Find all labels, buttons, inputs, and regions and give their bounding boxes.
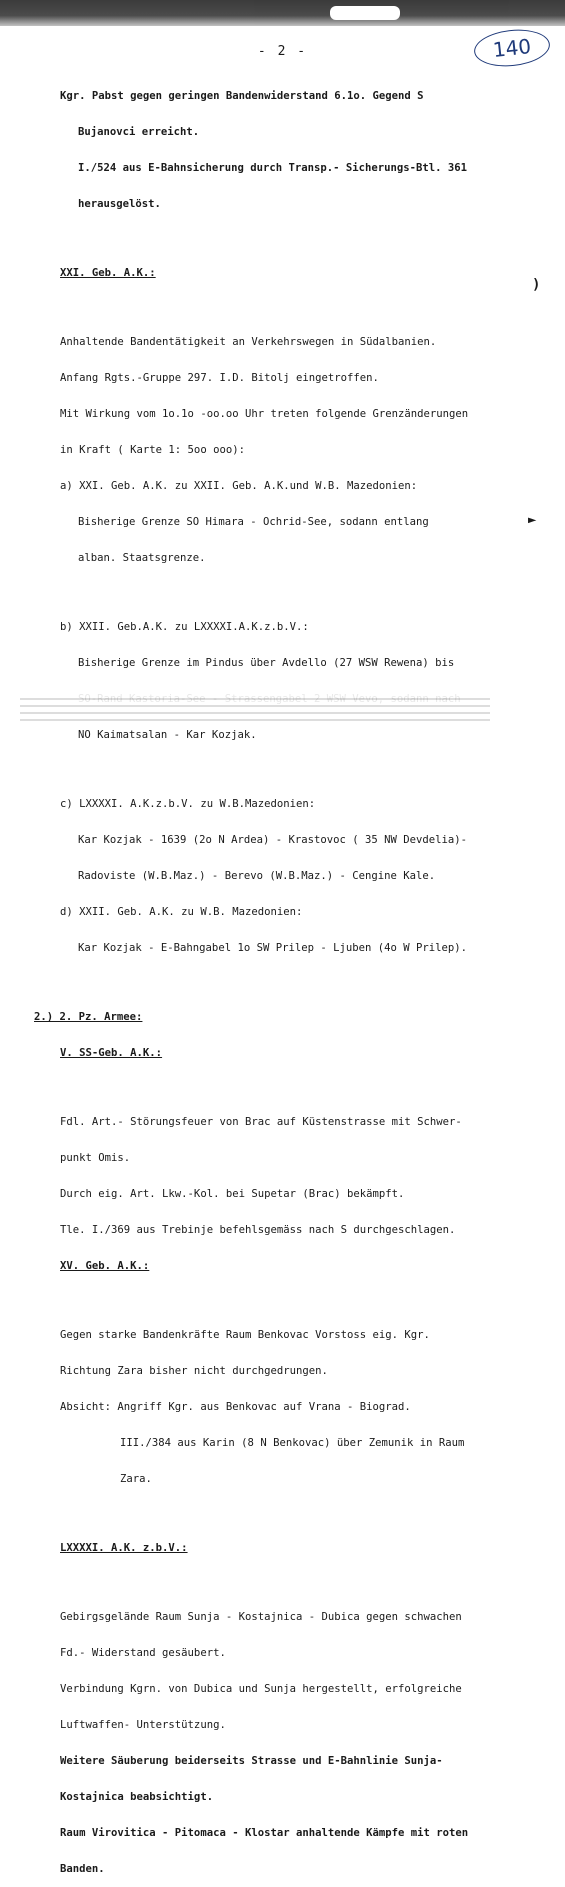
text-line: Tle. I./369 aus Trebinje befehlsgemäss nach S durchgeschlagen. [60, 1224, 456, 1236]
margin-mark: ) [532, 277, 541, 293]
text-line: Mit Wirkung vom 1o.1o -oo.oo Uhr treten folgende Grenzänderungen [60, 408, 469, 420]
text-line: in Kraft ( Karte 1: 5oo ooo): [60, 444, 245, 456]
text-line: Fd.- Widerstand gesäubert. [60, 1647, 226, 1659]
text-line: Kgr. Pabst gegen geringen Bandenwiderstand 6.1o. Gegend S [60, 90, 424, 102]
text-line: Weitere Säuberung beiderseits Strasse und E-Bahnlinie Sunja- [60, 1755, 443, 1767]
page-stamp: 140 [472, 26, 551, 70]
text-line: Bujanovci erreicht. [78, 126, 200, 138]
text-line: Anfang Rgts.-Gruppe 297. I.D. Bitolj eingetroffen. [60, 372, 379, 384]
text-line: NO Kaimatsalan - Kar Kozjak. [78, 729, 257, 741]
text-line: herausgelöst. [78, 198, 161, 210]
document-body [34, 66, 550, 1887]
text-line: Kar Kozjak - E-Bahngabel 1o SW Prilep - Ljuben (4o W Prilep). [78, 942, 468, 954]
text-line: punkt Omis. [60, 1152, 131, 1164]
text-line: Radoviste (W.B.Maz.) - Berevo (W.B.Maz.) - Cengine Kale. [78, 870, 436, 882]
text-line: a) XXI. Geb. A.K. zu XXII. Geb. A.K.und W.B. Mazedonien: [60, 480, 418, 492]
text-line: Verbindung Kgrn. von Dubica und Sunja hergestellt, erfolgreiche [60, 1683, 462, 1695]
text-line: Bisherige Grenze im Pindus über Avdello (27 WSW Rewena) bis [78, 657, 455, 669]
bled-through-text [20, 694, 490, 726]
text-line: Anhaltende Bandentätigkeit an Verkehrswegen in Südalbanien. [60, 336, 437, 348]
text-line: Kar Kozjak - 1639 (2o N Ardea) - Krastovoc ( 35 NW Devdelia)- [78, 834, 468, 846]
text-line: b) XXII. Geb.A.K. zu LXXXXI.A.K.z.b.V.: [60, 621, 309, 633]
text-line: Zara. [120, 1473, 152, 1485]
text-line: Kostajnica beabsichtigt. [60, 1791, 214, 1803]
text-line: Raum Virovitica - Pitomaca - Klostar anhaltende Kämpfe mit roten [60, 1827, 469, 1839]
text-line: I./524 aus E-Bahnsicherung durch Transp.- Sicherungs-Btl. 361 [78, 162, 468, 174]
text-line: Luftwaffen- Unterstützung. [60, 1719, 226, 1731]
text-line: Bisherige Grenze SO Himara - Ochrid-See, sodann entlang [78, 516, 429, 528]
scan-dark-band [0, 0, 565, 26]
scan-band-gap [330, 6, 400, 20]
section-heading: V. SS-Geb. A.K.: [60, 1047, 163, 1059]
section-heading: XXI. Geb. A.K.: [60, 267, 156, 279]
text-line: d) XXII. Geb. A.K. zu W.B. Mazedonien: [60, 906, 303, 918]
text-line: c) LXXXXI. A.K.z.b.V. zu W.B.Mazedonien: [60, 798, 316, 810]
text-line: Durch eig. Art. Lkw.-Kol. bei Supetar (Brac) bekämpft. [60, 1188, 405, 1200]
text-line: III./384 aus Karin (8 N Benkovac) über Zemunik in Raum [120, 1437, 465, 1449]
text-line: Richtung Zara bisher nicht durchgedrungen. [60, 1365, 328, 1377]
text-line: Gebirgsgelände Raum Sunja - Kostajnica - Dubica gegen schwachen [60, 1611, 462, 1623]
text-line: Banden. [60, 1863, 105, 1875]
text-line: Gegen starke Bandenkräfte Raum Benkovac Vorstoss eig. Kgr. [60, 1329, 430, 1341]
text-line: Absicht: Angriff Kgr. aus Benkovac auf Vrana - Biograd. [60, 1401, 411, 1413]
margin-mark: ► [528, 512, 537, 528]
section-heading: LXXXXI. A.K. z.b.V.: [60, 1542, 188, 1554]
text-line: alban. Staatsgrenze. [78, 552, 206, 564]
page-number: - 2 - [257, 44, 308, 59]
section-heading: XV. Geb. A.K.: [60, 1260, 150, 1272]
text-line: Fdl. Art.- Störungsfeuer von Brac auf Küstenstrasse mit Schwer- [60, 1116, 462, 1128]
section-heading: 2.) 2. Pz. Armee: [34, 1011, 143, 1023]
